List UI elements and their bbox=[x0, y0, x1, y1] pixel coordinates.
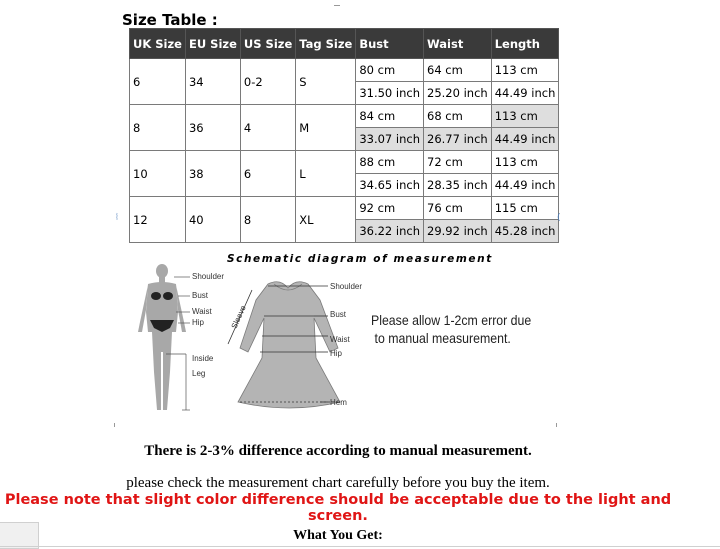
label-body-shoulder: Shoulder bbox=[192, 272, 225, 281]
table-row bbox=[130, 197, 559, 220]
label-body-waist: Waist bbox=[192, 307, 212, 316]
header-bust: Bust bbox=[356, 29, 424, 59]
size-table bbox=[129, 28, 559, 243]
cell-us: 4 bbox=[240, 105, 295, 151]
note-line-2: to manual measurement. bbox=[374, 330, 511, 346]
cell-uk: 10 bbox=[130, 151, 186, 197]
size-table-title: Size Table : bbox=[122, 11, 218, 29]
cell-tag: XL bbox=[296, 197, 356, 243]
cell-us: 8 bbox=[240, 197, 295, 243]
cell-waist-cm: 76 cm bbox=[424, 197, 492, 220]
label-dress-waist: Waist bbox=[330, 335, 350, 344]
cell-eu: 36 bbox=[185, 105, 240, 151]
header-tag-size: Tag Size bbox=[296, 29, 356, 59]
cell-length-inch: 45.28 inch bbox=[491, 220, 559, 243]
table-row bbox=[130, 105, 559, 128]
cell-bust-inch: 36.22 inch bbox=[356, 220, 424, 243]
cell-waist-inch: 28.35 inch bbox=[424, 174, 492, 197]
cell-bust-inch: 34.65 inch bbox=[356, 174, 424, 197]
cell-uk: 6 bbox=[130, 59, 186, 105]
cell-waist-inch: 29.92 inch bbox=[424, 220, 492, 243]
color-warning: Please note that slight color difference should be acceptable due to the light and screen. bbox=[4, 492, 672, 524]
cell-uk: 8 bbox=[130, 105, 186, 151]
label-body-hip: Hip bbox=[192, 318, 205, 327]
cell-waist-inch: 25.20 inch bbox=[424, 82, 492, 105]
check-message: please check the measurement chart carefully before you buy the item. bbox=[126, 475, 550, 491]
header-length: Length bbox=[491, 29, 559, 59]
table-header-row bbox=[130, 29, 559, 59]
cell-length-cm: 113 cm bbox=[491, 105, 559, 128]
cell-length-inch: 44.49 inch bbox=[491, 128, 559, 151]
label-dress-hip: Hip bbox=[330, 349, 343, 358]
header-uk-size: UK Size bbox=[130, 29, 186, 59]
left-edge-mark: ⦚ bbox=[116, 213, 118, 223]
cell-bust-inch: 33.07 inch bbox=[356, 128, 424, 151]
measurement-note bbox=[371, 311, 531, 347]
cell-eu: 34 bbox=[185, 59, 240, 105]
label-dress-hem: Hem bbox=[330, 398, 347, 407]
label-body-bust: Bust bbox=[192, 291, 209, 300]
cell-eu: 38 bbox=[185, 151, 240, 197]
body-figure-icon bbox=[138, 264, 186, 410]
cell-bust-cm: 84 cm bbox=[356, 105, 424, 128]
cell-length-inch: 44.49 inch bbox=[491, 174, 559, 197]
cell-tag: M bbox=[296, 105, 356, 151]
cell-length-inch: 44.49 inch bbox=[491, 82, 559, 105]
cell-waist-inch: 26.77 inch bbox=[424, 128, 492, 151]
diagram-bottom-mark-right bbox=[556, 423, 561, 427]
measurement-diagram bbox=[120, 262, 560, 432]
right-edge-mark: ( bbox=[557, 213, 561, 223]
cell-length-cm: 113 cm bbox=[491, 151, 559, 174]
label-body-leg: Leg bbox=[192, 369, 206, 378]
table-row bbox=[130, 59, 559, 82]
cell-bust-cm: 80 cm bbox=[356, 59, 424, 82]
difference-message: There is 2-3% difference according to manual measurement. bbox=[144, 443, 532, 459]
cell-tag: S bbox=[296, 59, 356, 105]
diagram-bottom-mark bbox=[114, 423, 119, 427]
cell-uk: 12 bbox=[130, 197, 186, 243]
cell-us: 0-2 bbox=[240, 59, 295, 105]
cell-tag: L bbox=[296, 151, 356, 197]
header-eu-size: EU Size bbox=[185, 29, 240, 59]
label-body-inside: Inside bbox=[192, 354, 214, 363]
cell-bust-inch: 31.50 inch bbox=[356, 82, 424, 105]
header-us-size: US Size bbox=[240, 29, 295, 59]
cell-length-cm: 113 cm bbox=[491, 59, 559, 82]
label-dress-shoulder: Shoulder bbox=[330, 282, 363, 291]
page-top-mark bbox=[334, 5, 340, 6]
note-line-1: Please allow 1-2cm error due bbox=[371, 312, 532, 328]
header-waist: Waist bbox=[424, 29, 492, 59]
cell-bust-cm: 88 cm bbox=[356, 151, 424, 174]
cell-waist-cm: 64 cm bbox=[424, 59, 492, 82]
cell-length-cm: 115 cm bbox=[491, 197, 559, 220]
cell-waist-cm: 72 cm bbox=[424, 151, 492, 174]
cell-waist-cm: 68 cm bbox=[424, 105, 492, 128]
cell-us: 6 bbox=[240, 151, 295, 197]
cell-eu: 40 bbox=[185, 197, 240, 243]
label-dress-bust: Bust bbox=[330, 310, 347, 319]
diagram-title: Schematic diagram of measurement bbox=[227, 253, 493, 265]
dress-figure-icon bbox=[238, 282, 340, 408]
what-you-get-heading: What You Get: bbox=[293, 528, 383, 543]
cell-bust-cm: 92 cm bbox=[356, 197, 424, 220]
table-row bbox=[130, 151, 559, 174]
label-dress-sleeve: Sleeve bbox=[229, 304, 248, 331]
